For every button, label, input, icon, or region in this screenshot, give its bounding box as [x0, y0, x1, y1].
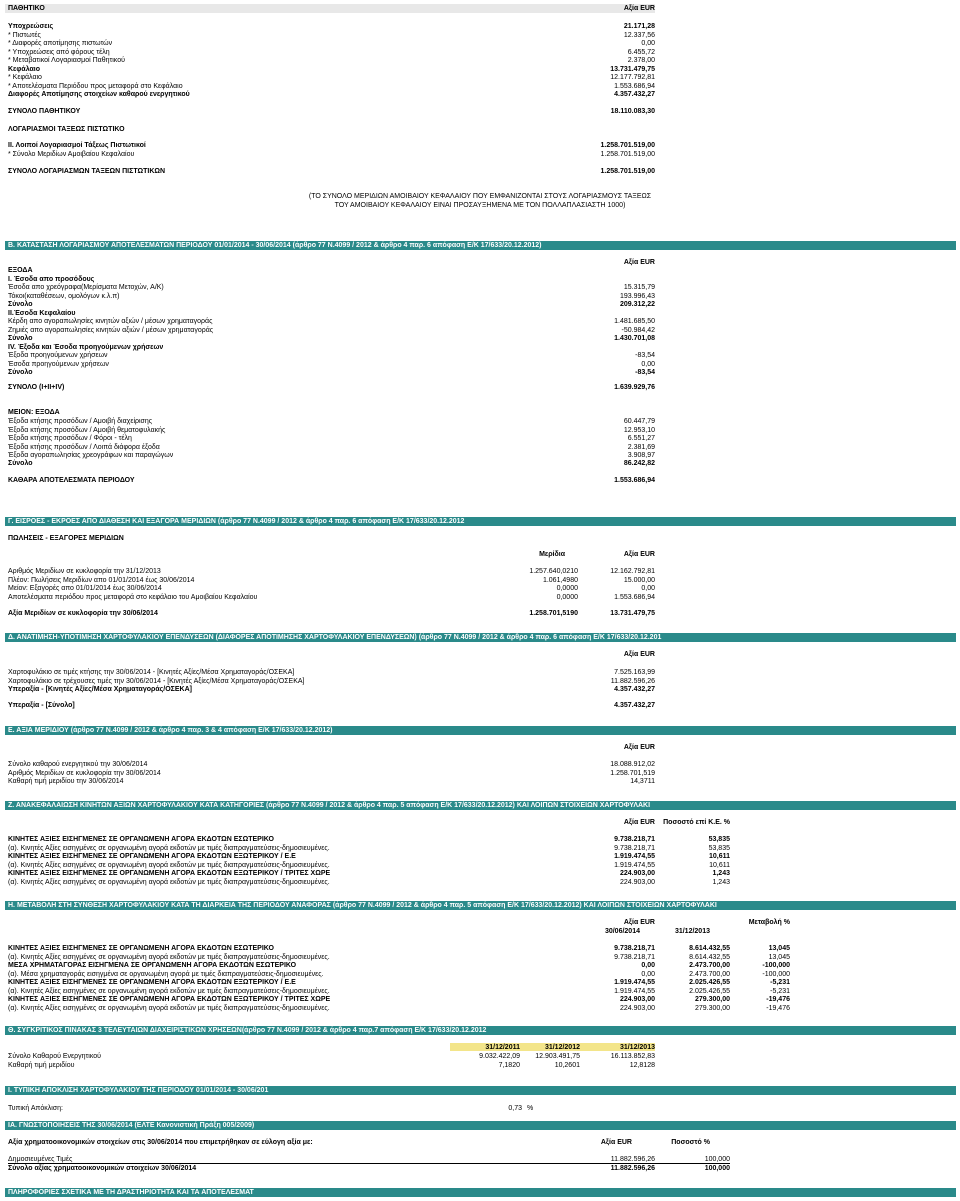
section-c-total-label: Αξία Μεριδίων σε κυκλοφορία την 30/06/2014	[8, 610, 158, 617]
passive-total-label: ΣΥΝΟΛΟ ΠΑΘΗΤΙΚΟΥ	[8, 108, 81, 115]
section-h-row-value-2013: 2.473.700,00	[689, 962, 730, 969]
section-h-date2: 31/12/2013	[674, 928, 710, 935]
section-e-row-value: 18.088.912,02	[610, 761, 655, 768]
section-z-row-label: (α). Κινητές Αξίες εισηγμένες σε οργανωμένη αγορά εκδοτών με τιμές διαπραγματεύσεις-δημοσιευμένες.	[8, 861, 330, 869]
memo-row1-value: 1.258.701.519,00	[600, 142, 655, 149]
section-z-row-pct: 1,243	[712, 878, 730, 886]
section-b-row-label: Σύνολο	[8, 301, 33, 308]
section-th-year-1: 31/12/2011	[485, 1044, 520, 1051]
passive-row-label: * Αποτελέσματα Περιόδου προς μεταφορά στο Κεφάλαιο	[8, 82, 183, 90]
section-b-expense-label: Έξοδα κτήσης προσόδων / Φόροι - τέλη	[8, 435, 132, 442]
section-h-row-label: (α). Κινητές Αξίες εισηγμένες σε οργανωμένη αγορά εκδοτών με τιμές διαπραγματεύσεις-δημοσιευμένες.	[8, 1004, 330, 1012]
section-z-row-pct: 10,611	[709, 861, 730, 869]
section-d-row-label: Υπεραξία - [Κινητές Αξίες/Μέσα Χρηματαγοράς/ΟΣΕΚΑ]	[8, 686, 192, 693]
passive-heading: ΠΑΘΗΤΙΚΟ	[8, 5, 45, 12]
section-h-row-value-2013: 8.614.432,55	[689, 953, 730, 961]
section-h-row-label: ΚΙΝΗΤΕΣ ΑΞΙΕΣ ΕΙΣΗΓΜΕΝΕΣ ΣΕ ΟΡΓΑΝΩΜΕΝΗ ΑΓΟΡΑ ΕΚΔΟΤΩΝ ΕΣΩΤΕΡΙΚΟ	[8, 945, 274, 952]
section-z-row-value: 1.919.474,55	[614, 853, 655, 860]
section-e-row-label: Σύνολο καθαρού ενεργητικού την 30/06/2014	[8, 761, 148, 768]
section-h-row-change: -19,476	[766, 1004, 790, 1012]
section-b-row-value: 0,00	[641, 360, 655, 368]
passive-header-bar	[5, 4, 655, 13]
section-z-row-value: 9.738.218,71	[614, 844, 655, 852]
passive-row-label: * Πιστωτές	[8, 31, 41, 39]
section-h-row-label: ΚΙΝΗΤΕΣ ΑΞΙΕΣ ΕΙΣΗΓΜΕΝΕΣ ΣΕ ΟΡΓΑΝΩΜΕΝΗ ΑΓΟΡΑ ΕΚΔΟΤΩΝ ΕΞΩΤΕΡΙΚΟΥ / ΤΡΙΤΕΣ ΧΩΡΕ	[8, 996, 331, 1003]
passive-row-label: Κεφάλαιο	[8, 65, 41, 73]
section-b-net-label: ΚΑΘΑΡΑ ΑΠΟΤΕΛΕΣΜΑΤΑ ΠΕΡΙΟΔΟΥ	[8, 477, 135, 484]
section-c-row-shares: 1.061,4980	[542, 576, 578, 584]
section-h-row-label: (α). Κινητές Αξίες εισηγμένες σε οργανωμένη αγορά εκδοτών με τιμές διαπραγματεύσεις-δημοσιευμένες.	[8, 987, 330, 995]
section-z-row-value: 9.738.218,71	[614, 836, 655, 843]
section-b-row-label: ΕΞΟΔΑ	[8, 267, 33, 274]
section-b-expenses-heading: ΜΕΙΟΝ: ΕΞΟΔΑ	[8, 409, 60, 416]
section-d-row-value: 11.882.596,26	[610, 677, 655, 685]
section-b-value-header: Αξία EUR	[623, 259, 655, 266]
memo-note-line1: (ΤΟ ΣΥΝΟΛΟ ΜΕΡΙΔΙΩΝ ΑΜΟΙΒΑΙΟΥ ΚΕΦΑΛΑΙΟΥ ΠΟΥ ΕΜΦΑΝΙΖΟΝΤΑΙ ΣΤΟΥΣ ΛΟΓΑΡΙΑΣΜΟΥΣ ΤΑΞΕΩΣ	[308, 193, 652, 200]
section-th-row-label: Καθαρή τιμή μεριδίου	[8, 1061, 75, 1069]
memo-row2-value: 1.258.701.519,00	[600, 151, 655, 158]
section-z-row-label: ΚΙΝΗΤΕΣ ΑΞΙΕΣ ΕΙΣΗΓΜΕΝΕΣ ΣΕ ΟΡΓΑΝΩΜΕΝΗ ΑΓΟΡΑ ΕΚΔΟΤΩΝ ΕΞΩΤΕΡΙΚΟΥ / ΤΡΙΤΕΣ ΧΩΡΕ	[8, 870, 331, 877]
section-h-row-label: (α). Μέσα χρηματαγοράς εισηγμένα σε οργανωμένη αγορά με τιμές διαπραγματεύσεις-δημοσιευμένες.	[8, 970, 324, 978]
section-th-year-2: 31/12/2012	[544, 1044, 580, 1051]
section-e-row-value: 14,3711	[630, 778, 655, 785]
section-b-expense-label: Έξοδα κτήσης προσόδων / Λοιπά διάφορα έξοδα	[8, 443, 160, 451]
section-h-row-change: -100,000	[762, 970, 790, 978]
section-e-title: Ε. ΑΞΙΑ ΜΕΡΙΔΙΟΥ (άρθρο 77 Ν.4099 / 2012 & άρθρο 4 παρ. 3 & 4 απόφαση Ε/Κ 17/633/20.12.2012)	[8, 727, 333, 734]
section-z-row-pct: 10,611	[708, 853, 730, 860]
passive-row-value: 0,00	[641, 40, 655, 47]
section-b-expense-value: 60.447,79	[623, 418, 655, 425]
memo-total-label: ΣΥΝΟΛΟ ΛΟΓΑΡΙΑΣΜΩΝ ΤΑΞΕΩΝ ΠΙΣΤΩΤΙΚΩΝ	[8, 168, 166, 175]
section-c-row-label: Αριθμός Μεριδίων σε κυκλοφορία την 31/12/2013	[8, 568, 161, 575]
passive-row-value: 13.731.479,75	[610, 65, 655, 73]
section-h-row-value-2014: 1.919.474,55	[614, 979, 655, 986]
section-z-row-value: 224.903,00	[619, 878, 655, 886]
section-h-row-value-2013: 279.300,00	[694, 1004, 730, 1012]
section-b-exp-total-label: Σύνολο	[8, 460, 33, 467]
section-th-year-3: 31/12/2013	[619, 1044, 655, 1051]
section-h-title: Η. ΜΕΤΑΒΟΛΗ ΣΤΗ ΣΥΝΘΕΣΗ ΧΑΡΤΟΦΥΛΑΚΙΟΥ ΚΑΤΑ ΤΗ ΔΙΑΡΚΕΙΑ ΤΗΣ ΠΕΡΙΟΔΟΥ ΑΝΑΦΟΡΑΣ (άρθρο 77 Ν.4099 / 2012 & άρθρο 4 παρ. 5 απόφαση Ε/Κ 17/633/20.12.2012) ΚΑΙ ΛΟΙΠΩΝ ΣΤΟΙΧΕΙΩΝ ΧΑΡΤΟΦΥΛΑΚΙ	[8, 902, 717, 909]
section-z-title: Ζ. ΑΝΑΚΕΦΑΛΑΙΩΣΗ ΚΙΝΗΤΩΝ ΑΞΙΩΝ ΧΑΡΤΟΦΥΛΑΚΙΟΥ ΚΑΤΑ ΚΑΤΗΓΟΡΙΕΣ (άρθρο 77 Ν.4099 / 2012 & άρθρο 4 παρ. 5 απόφαση Ε/Κ 17/633/20.12.2012) ΚΑΙ ΛΟΙΠΩΝ ΣΤΟΙΧΕΙΩΝ ΧΑΡΤΟΦΥΛΑΚΙ	[8, 802, 651, 809]
passive-row-value: 1.553.686,94	[614, 82, 655, 90]
section-ia-title: ΙΑ. ΓΝΩΣΤΟΠΟΙΗΣΕΙΣ ΤΗΣ 30/06/2014 (ΕΛΤΕ Κανονιστική Πράξη 005/2009)	[8, 1122, 255, 1129]
section-z-row-label: (α). Κινητές Αξίες εισηγμένες σε οργανωμένη αγορά εκδοτών με τιμές διαπραγματεύσεις-δημοσιευμένες.	[8, 878, 330, 886]
section-c-row-shares: 1.257.640,0210	[529, 568, 578, 575]
section-ia-pct-header: Ποσοστό %	[671, 1139, 710, 1146]
section-c-title: Γ. ΕΙΣΡΟΕΣ - ΕΚΡΟΕΣ ΑΠΟ ΔΙΑΘΕΣΗ ΚΑΙ ΕΞΑΓΟΡΑ ΜΕΡΙΔΙΩΝ (άρθρο 77 Ν.4099 / 2012 & άρθρο 4 παρ. 6 απόφαση Ε/Κ 17/633/20.12.2012	[8, 518, 465, 525]
section-c-row-label: Μείον: Εξαγορές απο 01/01/2014 έως 30/06/2014	[8, 585, 162, 592]
section-b-row-label: Ι. Έσοδα απο προσόδους	[8, 275, 95, 283]
memo-heading: ΛΟΓΑΡΙΑΣΜΟΙ ΤΑΞΕΩΣ ΠΙΣΤΩΤΙΚΟ	[8, 126, 125, 133]
passive-total-value: 18.110.083,30	[610, 108, 655, 115]
section-b-row-value: 1.481.685,50	[614, 318, 655, 325]
footer-band-title: ΠΛΗΡΟΦΟΡΙΕΣ ΣΧΕΤΙΚΑ ΜΕ ΤΗ ΔΡΑΣΤΗΡΙΟΤΗΤΑ ΚΑΙ ΤΑ ΑΠΟΤΕΛΕΣΜΑΤ	[8, 1189, 254, 1196]
section-h-row-change: -5,231	[770, 979, 790, 986]
section-ia-total-value: 11.882.596,26	[610, 1165, 655, 1172]
passive-row-label: * Υποχρεώσεις από φόρους τέλη	[8, 48, 110, 56]
section-ia-heading: Αξία χρηματοοικονομικών στοιχείων στις 30/06/2014 που επιμετρήθηκαν σε εύλογη αξία με:	[8, 1139, 313, 1146]
section-b-expense-label: Έξοδα κτήσης προσόδων / Αμοιβή θεματοφυλακής	[8, 426, 166, 434]
passive-value-header: Αξία EUR	[623, 5, 655, 12]
section-b-row-label: Έσοδα προηγούμενων χρήσεων	[8, 360, 109, 368]
section-th-row-value: 7,1820	[498, 1061, 520, 1069]
section-h-row-value-2013: 2.473.700,00	[689, 970, 730, 978]
memo-total-value: 1.258.701.519,00	[600, 168, 655, 175]
section-c-row-value: 0,00	[641, 585, 655, 592]
section-b-row-label: Τόκοι(καταθέσεων, ομολόγων κ.λ.π)	[8, 292, 120, 300]
section-i-value: 0,73	[508, 1105, 522, 1112]
section-c-total-value: 13.731.479,75	[610, 610, 655, 617]
section-c-row-value: 12.162.792,81	[610, 568, 655, 575]
section-b-row-value: -83,54	[635, 369, 655, 376]
section-h-row-label: (α). Κινητές Αξίες εισηγμένες σε οργανωμένη αγορά εκδοτών με τιμές διαπραγματεύσεις-δημοσιευμένες.	[8, 953, 330, 961]
section-z-row-pct: 53,835	[708, 836, 730, 843]
section-c-shares-header: Μερίδια	[539, 551, 565, 558]
section-d-total-value: 4.357.432,27	[614, 702, 655, 709]
section-th-row-value: 9.032.422,09	[479, 1053, 520, 1060]
section-c-row-label: Αποτελέσματα περιόδου προς μεταφορά στο κεφάλαιο του Αμοιβαίου Κεφαλαίου	[8, 593, 258, 601]
section-th-row-value: 12.903.491,75	[535, 1053, 580, 1060]
section-h-row-value-2013: 8.614.432,55	[689, 945, 730, 952]
section-b-expense-label: Έξοδα κτήσης προσόδων / Αμοιβή διαχείρισης	[8, 418, 153, 425]
section-d-row-label: Χαρτοφυλάκιο σε τρέχουσες τιμές την 30/06/2014 - [Κινητές Αξίες/Μέσα Χρηματαγοράς/ΟΣΕΚΑ]	[8, 677, 305, 685]
section-th-row-value: 12,8128	[629, 1061, 655, 1069]
memo-note-line2: ΤΟΥ ΑΜΟΙΒΑΙΟΥ ΚΕΦΑΛΑΙΟΥ ΕΙΝΑΙ ΠΡΟΣΑΥΞΗΜΕΝΑ ΜΕ ΤΟΝ ΠΟΛΛΑΠΛΑΣΙΑΣΤΗ 1000)	[334, 202, 626, 209]
passive-row-value: 21.171,28	[623, 23, 655, 30]
section-h-row-change: 13,045	[768, 945, 790, 952]
section-ia-total-label: Σύνολο αξίας χρηματοοικονομικών στοιχείων 30/06/2014	[8, 1165, 197, 1172]
section-h-row-change: -19,476	[766, 996, 790, 1003]
section-i-title: Ι. ΤΥΠΙΚΗ ΑΠΟΚΛΙΣΗ ΧΑΡΤΟΦΥΛΑΚΙΟΥ ΤΗΣ ΠΕΡΙΟΔΟΥ 01/01/2014 - 30/06/201	[8, 1087, 269, 1094]
section-ia-value-header: Αξία EUR	[600, 1139, 632, 1146]
section-b-exp-total-value: 86.242,82	[623, 460, 655, 467]
section-b-total1-value: 1.639.929,76	[614, 384, 655, 391]
section-b-row-label: ΙV. Έξοδα και Έσοδα προηγούμενων χρήσεων	[8, 343, 164, 351]
passive-row-label: Υποχρεώσεις	[8, 23, 54, 30]
section-i-label: Τυπική Απόκλιση:	[8, 1105, 63, 1112]
passive-row-value: 6.455,72	[627, 48, 655, 56]
section-h-row-label: ΜΕΣΑ ΧΡΗΜΑΤΑΓΟΡΑΣ ΕΙΣΗΓΜΕΝΑ ΣΕ ΟΡΓΑΝΩΜΕΝΗ ΑΓΟΡΑ ΕΚΔΟΤΩΝ ΕΣΩΤΕΡΙΚΟ	[8, 962, 297, 969]
section-b-row-label: Σύνολο	[8, 335, 33, 342]
section-b-row-value: -50.984,42	[621, 326, 655, 334]
section-ia-row-pct: 100,000	[704, 1156, 730, 1163]
section-h-row-change: 13,045	[768, 953, 790, 961]
passive-row-label: Διαφορές Αποτίμησης στοιχείων καθαρού ενεργητικού	[8, 91, 190, 98]
section-z-value-header: Αξία EUR	[623, 819, 655, 826]
section-b-expense-value: 12.953,10	[623, 426, 655, 434]
section-h-row-value-2014: 9.738.218,71	[614, 945, 655, 952]
section-h-row-value-2013: 2.025.426,55	[689, 979, 730, 986]
section-h-value-header: Αξία EUR	[623, 919, 655, 926]
section-c-total-shares: 1.258.701,5190	[529, 610, 578, 617]
section-h-row-change: -5,231	[770, 987, 790, 995]
section-z-row-pct: 1,243	[712, 870, 730, 877]
section-b-expense-value: 3.908,97	[627, 452, 655, 459]
section-e-value-header: Αξία EUR	[623, 744, 655, 751]
section-h-row-value-2013: 2.025.426,55	[689, 987, 730, 995]
section-z-row-value: 224.903,00	[619, 870, 655, 877]
section-d-value-header: Αξία EUR	[623, 651, 655, 658]
section-c-row-value: 15.000,00	[623, 576, 655, 584]
section-h-row-value-2014: 224.903,00	[619, 1004, 655, 1012]
section-h-row-value-2014: 224.903,00	[619, 996, 655, 1003]
section-z-pct-header: Ποσοστό επί Κ.Ε. %	[663, 819, 730, 826]
section-h-row-value-2014: 1.919.474,55	[614, 987, 655, 995]
section-b-expense-label: Έξοδα αγοραπωλησίας χρεογράφων και παραγώγων	[8, 452, 174, 459]
section-b-expense-value: 2.381,69	[627, 443, 655, 451]
section-c-value-header: Αξία EUR	[623, 551, 655, 558]
section-b-row-value: 15.315,79	[623, 284, 655, 291]
section-h-row-change: -100,000	[762, 962, 790, 969]
passive-row-label: * Μεταβατικοί Λογαριασμοί Παθητικού	[8, 57, 125, 64]
passive-row-value: 2.378,00	[627, 57, 655, 64]
section-c-row-label: Πλέον: Πωλήσεις Μεριδίων απο 01/01/2014 έως 30/06/2014	[8, 576, 195, 584]
section-d-total-label: Υπεραξία - [Σύνολο]	[8, 702, 75, 709]
section-b-net-value: 1.553.686,94	[614, 477, 655, 484]
section-th-row-value: 10,2601	[554, 1061, 580, 1069]
section-b-row-value: -83,54	[635, 352, 655, 359]
section-z-row-value: 1.919.474,55	[614, 861, 655, 869]
section-z-row-label: ΚΙΝΗΤΕΣ ΑΞΙΕΣ ΕΙΣΗΓΜΕΝΕΣ ΣΕ ΟΡΓΑΝΩΜΕΝΗ ΑΓΟΡΑ ΕΚΔΟΤΩΝ ΕΞΩΤΕΡΙΚΟΥ / Ε.Ε	[8, 853, 296, 860]
section-ia-total-pct: 100,000	[704, 1165, 730, 1172]
passive-row-value: 12.337,56	[623, 31, 655, 39]
section-e-row-value: 1.258.701,519	[610, 769, 655, 777]
section-c-row-value: 1.553.686,94	[614, 593, 655, 601]
section-e-row-label: Καθαρή τιμή μεριδίου την 30/06/2014	[8, 778, 124, 785]
section-b-row-label: Σύνολο	[8, 369, 33, 376]
section-h-row-value-2013: 279.300,00	[694, 996, 730, 1003]
section-b-row-value: 209.312,22	[619, 301, 655, 308]
memo-row2-label: * Σύνολο Μεριδίων Αμοιβαίου Κεφαλαίου	[8, 151, 135, 158]
passive-row-value: 12.177.792,81	[610, 74, 655, 81]
section-i-unit: %	[527, 1105, 534, 1112]
section-d-row-value: 7.525.163,99	[614, 669, 655, 676]
passive-row-value: 4.357.432,27	[614, 91, 655, 98]
section-h-row-value-2014: 0,00	[641, 970, 655, 978]
memo-row1-label: ΙΙ. Λοιποί Λογαριασμοί Τάξεως Πιστωτικοί	[8, 142, 146, 149]
section-c-subheading: ΠΩΛΗΣΕΙΣ - ΕΞΑΓΟΡΕΣ ΜΕΡΙΔΙΩΝ	[8, 535, 124, 542]
section-b-row-label: ΙΙ.Έσοδα Κεφαλαίου	[8, 309, 76, 317]
section-b-title: Β. ΚΑΤΑΣΤΑΣΗ ΛΟΓΑΡΙΑΣΜΟΥ ΑΠΟΤΕΛΕΣΜΑΤΩΝ ΠΕΡΙΟΔΟΥ 01/01/2014 - 30/06/2014 (άρθρο 77 Ν.4099 / 2012 & άρθρο 4 παρ. 6 απόφαση Ε/Κ 17/633/20.12.2012)	[8, 242, 542, 249]
section-z-row-label: ΚΙΝΗΤΕΣ ΑΞΙΕΣ ΕΙΣΗΓΜΕΝΕΣ ΣΕ ΟΡΓΑΝΩΜΕΝΗ ΑΓΟΡΑ ΕΚΔΟΤΩΝ ΕΣΩΤΕΡΙΚΟ	[8, 836, 274, 843]
section-b-row-label: Ζημιές απο αγοραπωλησίες κινητών αξιών / μέσων χρηματαγοράς	[8, 326, 214, 334]
section-d-title: Δ. ΑΝΑΤΙΜΗΣΗ-ΥΠΟΤΙΜΗΣΗ ΧΑΡΤΟΦΥΛΑΚΙΟΥ ΕΠΕΝΔΥΣΕΩΝ (ΔΙΑΦΟΡΕΣ ΑΠΟΤΙΜΗΣΗΣ ΧΑΡΤΟΦΥΛΑΚΙΟΥ ΕΠΕΝΔΥΣΕΩΝ) (άρθρο 77 Ν.4099 / 2012 & άρθρο 4 παρ. 6 απόφαση Ε/Κ 17/633/20.12.201	[8, 634, 662, 641]
passive-row-label: * Διαφορές αποτίμησης πιστωτών	[8, 40, 113, 47]
section-z-row-pct: 53,835	[708, 844, 730, 852]
section-h-change-header: Μεταβολή %	[748, 919, 790, 926]
section-h-row-value-2014: 0,00	[641, 962, 655, 969]
section-b-row-label: Έξοδα προηγούμενων χρήσεων	[8, 352, 108, 359]
section-th-row-value: 16.113.852,83	[610, 1053, 655, 1060]
section-th-title: Θ. ΣΥΓΚΡΙΤΙΚΟΣ ΠΙΝΑΚΑΣ 3 ΤΕΛΕΥΤΑΙΩΝ ΔΙΑΧΕΙΡΙΣΤΙΚΩΝ ΧΡΗΣΕΩΝ(άρθρο 77 Ν.4099 / 2012 & άρθρο 4 παρ.7 απόφαση Ε/Κ 17/633/20.12.2012	[8, 1027, 487, 1034]
section-b-row-label: Κέρδη απο αγοραπωλησίες κινητών αξιών / μέσων χρηματαγοράς	[8, 318, 213, 325]
section-e-row-label: Αριθμός Μεριδίων σε κυκλοφορία την 30/06/2014	[8, 769, 161, 777]
section-b-row-value: 193.996,43	[619, 292, 655, 300]
section-h-date1: 30/06/2014	[604, 928, 640, 935]
section-ia-row-label: Δημοσιευμένες Τιμές	[8, 1156, 73, 1163]
section-z-row-label: (α). Κινητές Αξίες εισηγμένες σε οργανωμένη αγορά εκδοτών με τιμές διαπραγματεύσεις-δημοσιευμένες.	[8, 844, 330, 852]
section-b-row-label: Έσοδα απο χρεόγραφα(Μερίσματα Μετοχών, Α/Κ)	[8, 284, 164, 291]
section-d-row-value: 4.357.432,27	[614, 686, 655, 693]
section-b-row-value: 1.430.701,08	[614, 335, 655, 342]
section-c-row-shares: 0,0000	[556, 585, 578, 592]
section-b-expense-value: 6.551,27	[627, 435, 655, 442]
section-h-row-label: ΚΙΝΗΤΕΣ ΑΞΙΕΣ ΕΙΣΗΓΜΕΝΕΣ ΣΕ ΟΡΓΑΝΩΜΕΝΗ ΑΓΟΡΑ ΕΚΔΟΤΩΝ ΕΞΩΤΕΡΙΚΟΥ / Ε.Ε	[8, 979, 296, 986]
passive-row-label: * Κεφάλαιο	[8, 74, 42, 81]
section-ia-row-value: 11.882.596,26	[610, 1156, 655, 1163]
section-c-row-shares: 0,0000	[556, 593, 578, 601]
section-th-row-label: Σύνολο Καθαρού Ενεργητικού	[8, 1053, 101, 1060]
section-h-row-value-2014: 9.738.218,71	[614, 953, 655, 961]
section-b-total1-label: ΣΥΝΟΛΟ (Ι+ΙΙ+ΙV)	[8, 384, 65, 391]
section-d-row-label: Χαρτοφυλάκιο σε τιμές κτήσης την 30/06/2014 - [Κινητές Αξίες/Μέσα Χρηματαγοράς/ΟΣΕΚΑ]	[8, 669, 295, 676]
